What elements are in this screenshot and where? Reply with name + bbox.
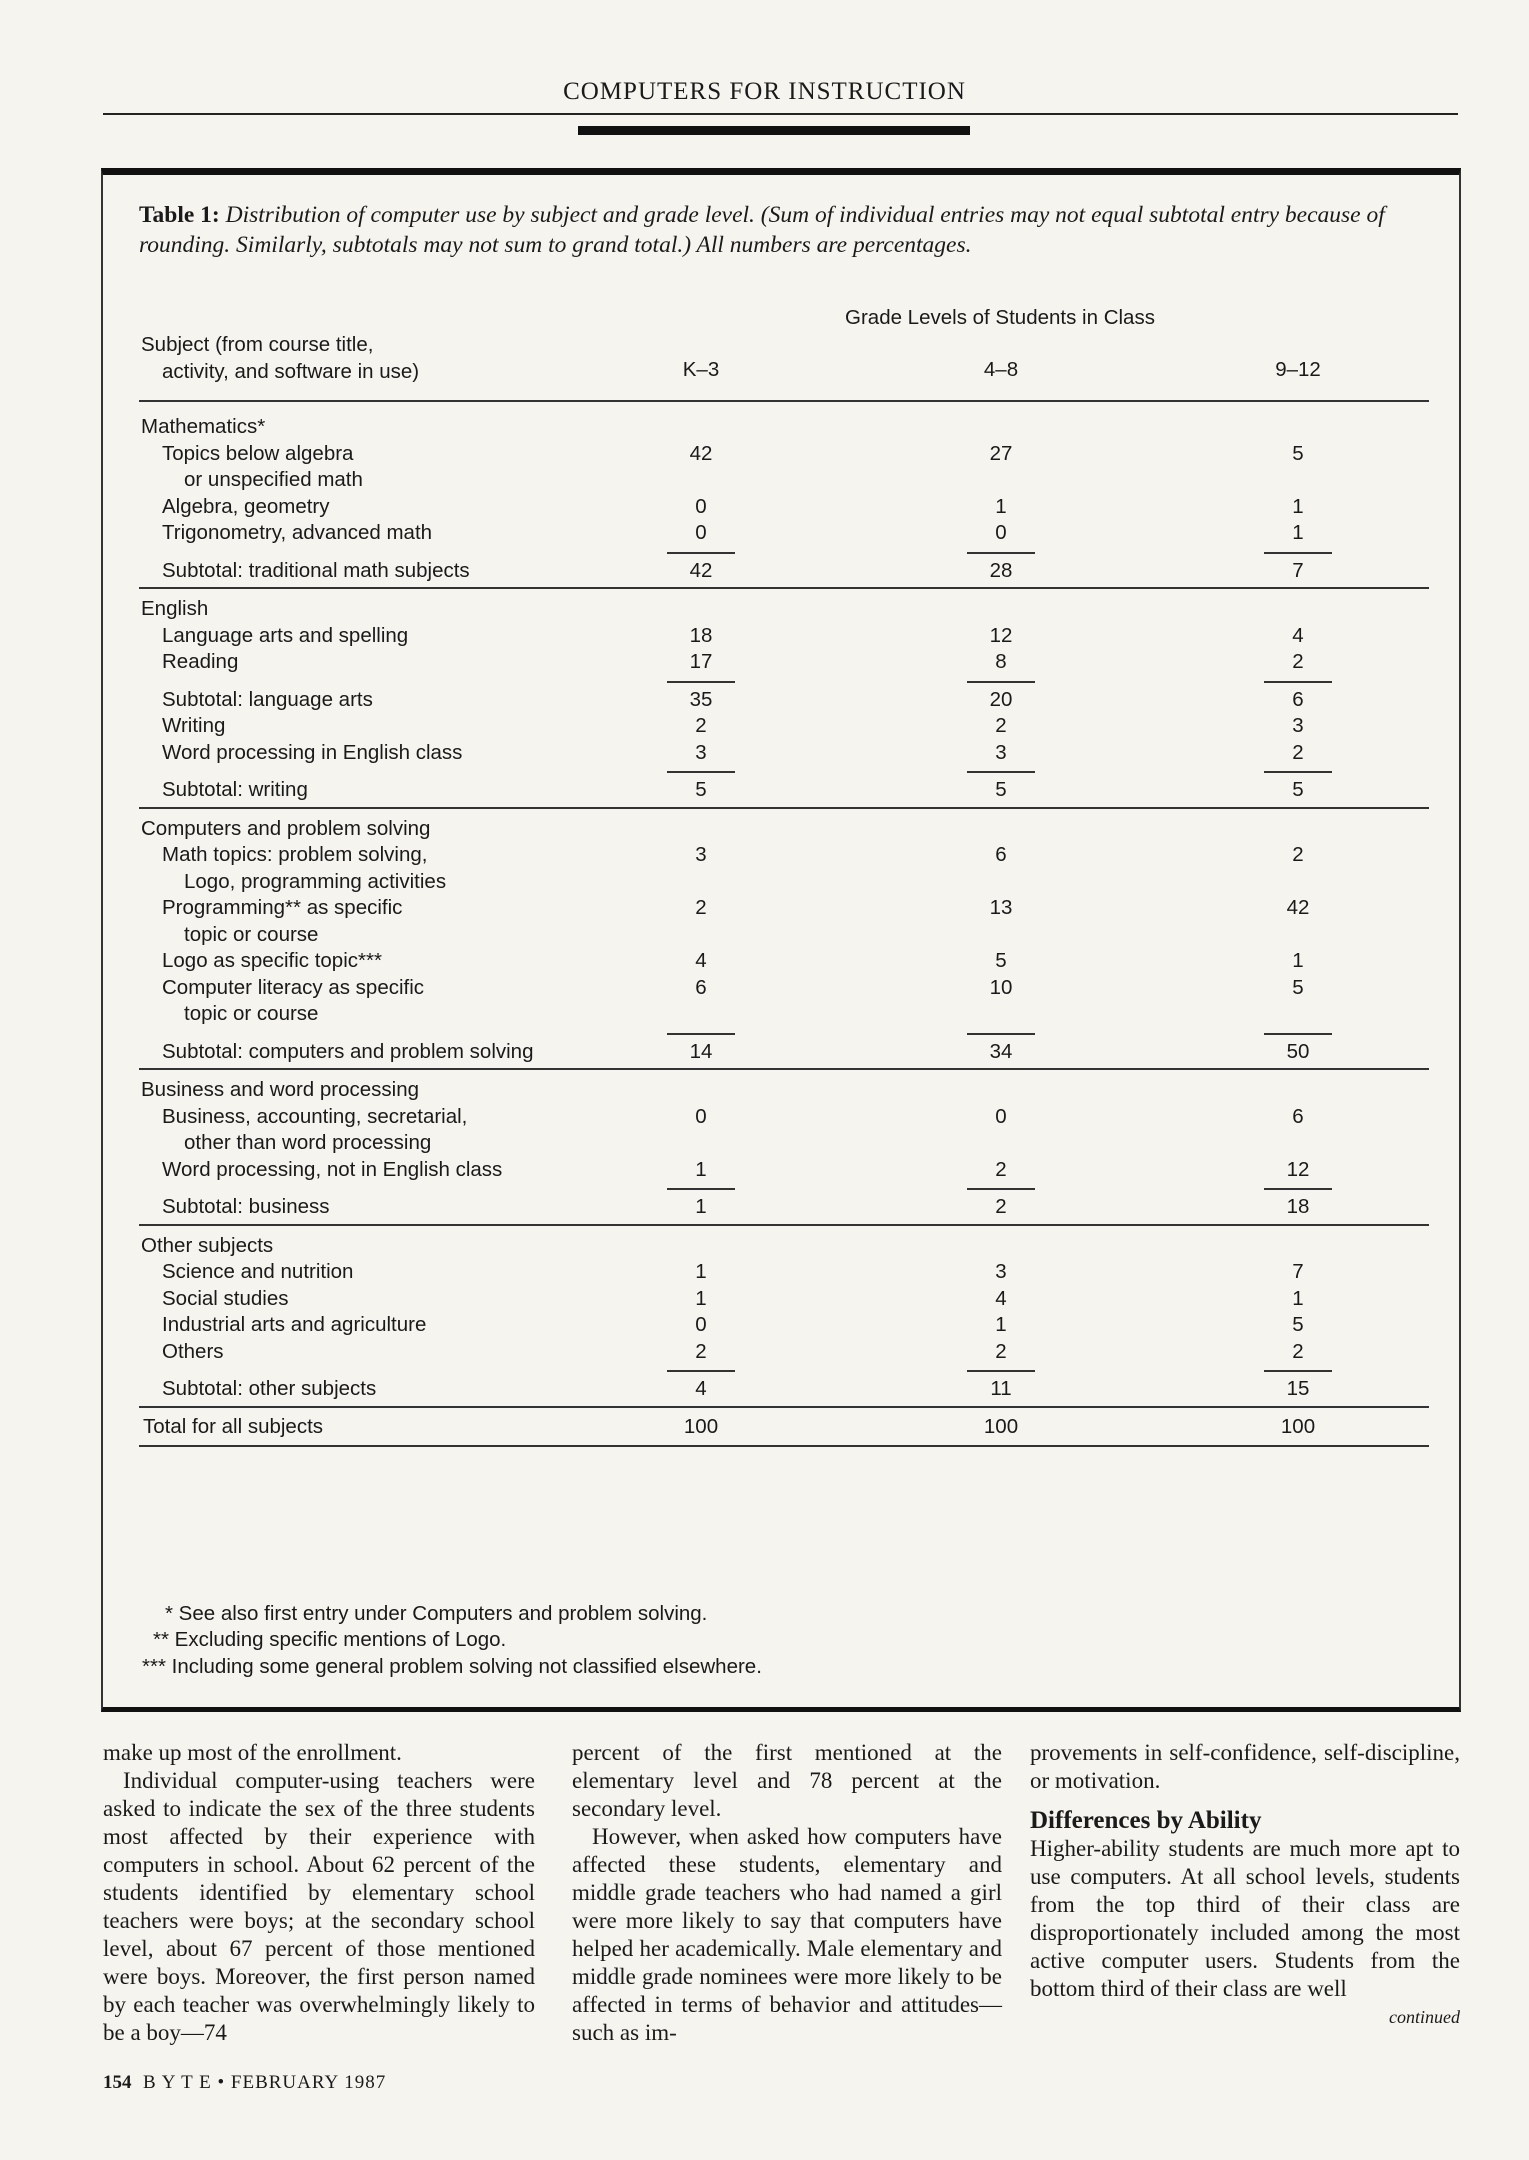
row-label: Word processing in English class (162, 740, 463, 764)
subtotal-underline (1264, 1033, 1332, 1035)
row-value: 0 (695, 521, 707, 544)
row-value: 1 (695, 1157, 707, 1181)
row-value: 15 (1286, 1377, 1310, 1400)
row-value: 2 (1292, 843, 1304, 866)
table-subtotal-row (0, 687, 1529, 713)
row-value: 6 (695, 975, 707, 999)
row-value: 50 (1286, 1039, 1310, 1063)
subtotal-underline (967, 552, 1035, 554)
row-value: 14 (689, 1039, 713, 1063)
table-row (0, 1312, 1529, 1338)
table-row (0, 441, 1529, 467)
row-value: 42 (1286, 896, 1310, 919)
section-title: COMPUTERS FOR INSTRUCTION (563, 78, 966, 105)
table-row (0, 1339, 1529, 1365)
row-label: Language arts and spelling (162, 623, 409, 647)
table-row (0, 623, 1529, 649)
row-value: 1 (695, 1286, 707, 1310)
body-column-3 (1030, 1739, 1460, 2031)
table-row (0, 713, 1529, 739)
row-label: Science and nutrition (162, 1260, 354, 1283)
table-row (0, 520, 1529, 546)
row-label: Total for all subjects (143, 1414, 324, 1438)
row-value: 0 (695, 1104, 707, 1128)
footer-text: B Y T E • FEBRUARY 1987 (143, 2072, 387, 2093)
subject-header-line1: Subject (from course title, (141, 333, 374, 356)
subtotal-underline (667, 1188, 735, 1190)
table-row (0, 948, 1529, 974)
row-value: 1 (1292, 949, 1304, 972)
row-value: 2 (995, 1339, 1007, 1363)
row-value: 28 (989, 558, 1013, 582)
subtotal-underline (1264, 552, 1332, 554)
row-value: 34 (989, 1039, 1013, 1063)
page-number: 154 (103, 2072, 132, 2093)
section-heading: Differences by Ability (1030, 1807, 1262, 1834)
subtotal-underline (1264, 681, 1332, 683)
row-label: English (141, 597, 209, 620)
row-value: 2 (995, 1195, 1007, 1218)
row-label: Subtotal: computers and problem solving (162, 1039, 534, 1063)
table-row (0, 1130, 1529, 1156)
row-label: Reading (162, 650, 239, 673)
row-label: Social studies (162, 1286, 289, 1310)
table-row (0, 895, 1529, 921)
row-value: 3 (695, 843, 707, 866)
row-value: 3 (695, 740, 707, 764)
row-label: Subtotal: business (162, 1195, 330, 1218)
row-value: 7 (1292, 558, 1304, 582)
row-value: 7 (1292, 1260, 1304, 1283)
row-value: 5 (995, 949, 1007, 972)
subtotal-underline (667, 1370, 735, 1372)
row-value: 42 (689, 558, 713, 582)
row-value: 100 (983, 1414, 1019, 1438)
subtotal-underline (1264, 1370, 1332, 1372)
subtotal-underline (1264, 771, 1332, 773)
grade-level-header: Grade Levels of Students in Class (845, 306, 1155, 329)
row-label: Subtotal: writing (162, 778, 308, 801)
footnote-3: *** Including some general problem solving not classified elsewhere. (142, 1655, 762, 1678)
row-value: 1 (1292, 1286, 1304, 1310)
footnote-2: ** Excluding specific mentions of Logo. (153, 1628, 507, 1651)
row-label: other than word processing (184, 1131, 432, 1154)
row-value: 10 (989, 975, 1013, 999)
row-value: 5 (1292, 441, 1304, 465)
caption-text: Distribution of computer use by subject and grade level. (Sum of individual entries may not equal subtotal entry because of rounding. Similarly, subtotals may not sum to grand total.) All numbers are percentages. (139, 202, 1385, 258)
row-value: 1 (1292, 521, 1304, 544)
col2-para-2: However, when asked how computers have affected these students, elementary and middle grade teachers who had named a girl were more likely to say that computers have helped her academically. Male elementary and middle grade nominees were more likely to be affected in terms of behavior and attitudes—such as im- (572, 1824, 1002, 2045)
col3-para-2: Higher-ability students are much more apt to use computers. At all school levels, students from the top third of their class are disproportionately included among the most active computer users. Students from the bottom third of their class are well (1030, 1836, 1460, 2001)
table-row (0, 922, 1529, 948)
section-divider (139, 1224, 1429, 1226)
row-value: 5 (695, 778, 707, 801)
row-value: 5 (995, 778, 1007, 801)
row-label: topic or course (184, 1002, 319, 1025)
row-value: 100 (683, 1414, 719, 1438)
row-label: Subtotal: language arts (162, 687, 373, 711)
table-subtotal-row (0, 1039, 1529, 1065)
row-label: Programming** as specific (162, 896, 403, 919)
table-row (0, 494, 1529, 520)
table-row (0, 1157, 1529, 1183)
row-label: topic or course (184, 922, 319, 946)
section-divider (139, 587, 1429, 589)
page-footer (103, 2072, 386, 2094)
col1-para-1: make up most of the enrollment. (103, 1740, 402, 1765)
col2-para-1: percent of the first mentioned at the elementary level and 78 percent at the secondary level. (572, 1740, 1002, 1821)
row-value: 100 (1280, 1414, 1316, 1438)
row-label: Math topics: problem solving, (162, 843, 428, 866)
table-group-row (0, 816, 1529, 842)
row-value: 6 (1292, 1104, 1304, 1128)
row-value: 2 (1292, 1339, 1304, 1363)
row-label: or unspecified math (184, 468, 363, 491)
body-column-1 (103, 1739, 535, 2047)
row-label: Business, accounting, secretarial, (162, 1104, 468, 1128)
row-value: 1 (695, 1260, 707, 1283)
subtotal-underline (667, 552, 735, 554)
row-value: 18 (1286, 1195, 1310, 1218)
column-header-9-12: 9–12 (1275, 358, 1321, 381)
row-value: 12 (1286, 1157, 1310, 1181)
subtotal-underline (667, 681, 735, 683)
row-label: Industrial arts and agriculture (162, 1313, 427, 1336)
table-row (0, 1286, 1529, 1312)
row-value: 4 (695, 1377, 707, 1400)
subtotal-underline (967, 771, 1035, 773)
table-subtotal-row (0, 1194, 1529, 1220)
row-label: Computer literacy as specific (162, 975, 425, 999)
section-divider (139, 807, 1429, 809)
row-value: 3 (995, 740, 1007, 764)
row-label: Trigonometry, advanced math (162, 521, 433, 544)
row-value: 3 (995, 1260, 1007, 1283)
subtotal-underline (667, 1033, 735, 1035)
table-group-row (0, 414, 1529, 440)
row-label: Mathematics* (141, 415, 266, 438)
row-label: Subtotal: other subjects (162, 1377, 377, 1400)
column-header-k3: K–3 (682, 358, 720, 381)
body-column-2 (572, 1739, 1002, 2047)
row-value: 5 (1292, 975, 1304, 999)
row-label: Writing (162, 714, 226, 737)
row-value: 20 (989, 687, 1013, 711)
row-value: 4 (1292, 623, 1304, 647)
table-total-row (0, 1414, 1529, 1440)
row-value: 2 (995, 714, 1007, 737)
table-row (0, 1001, 1529, 1027)
row-value: 6 (1292, 687, 1304, 711)
row-value: 1 (695, 1195, 707, 1218)
subtotal-underline (667, 771, 735, 773)
row-label: Word processing, not in English class (162, 1157, 503, 1181)
row-label: Subtotal: traditional math subjects (162, 558, 470, 582)
col3-para-1: provements in self-confidence, self-discipline, or motivation. (1030, 1740, 1460, 1793)
row-value: 0 (695, 1313, 707, 1336)
row-label: Algebra, geometry (162, 494, 330, 518)
row-value: 0 (695, 494, 707, 518)
row-value: 0 (995, 1104, 1007, 1128)
row-value: 0 (995, 521, 1007, 544)
table-row (0, 1104, 1529, 1130)
subtotal-underline (967, 1188, 1035, 1190)
subject-header-line2: activity, and software in use) (162, 360, 420, 383)
caption-label: Table 1: (139, 202, 220, 228)
table-row (0, 1259, 1529, 1285)
row-label: Topics below algebra (162, 441, 354, 465)
continued-label: continued (1389, 2007, 1460, 2027)
table-subtotal-row (0, 558, 1529, 584)
row-value: 6 (995, 843, 1007, 866)
table-row (0, 649, 1529, 675)
row-value: 5 (1292, 1313, 1304, 1336)
row-value: 35 (689, 687, 713, 711)
section-divider (139, 1406, 1429, 1408)
table-row (0, 975, 1529, 1001)
row-value: 2 (695, 714, 707, 737)
header-divider (139, 400, 1429, 402)
table-row (0, 740, 1529, 766)
table-group-row (0, 596, 1529, 622)
table-row (0, 467, 1529, 493)
row-value: 13 (989, 896, 1013, 919)
row-value: 11 (990, 1377, 1012, 1400)
row-label: Computers and problem solving (141, 816, 431, 840)
subtotal-underline (967, 1033, 1035, 1035)
subtotal-underline (967, 1370, 1035, 1372)
row-value: 17 (689, 650, 713, 673)
row-value: 4 (995, 1286, 1007, 1310)
row-value: 1 (1292, 494, 1304, 518)
row-value: 42 (689, 441, 713, 465)
table-row (0, 869, 1529, 895)
row-value: 12 (989, 623, 1013, 647)
table-row (0, 842, 1529, 868)
row-value: 2 (995, 1157, 1007, 1181)
row-value: 1 (995, 1313, 1007, 1336)
row-label: Logo, programming activities (184, 869, 447, 893)
section-divider (139, 1068, 1429, 1070)
row-value: 8 (995, 650, 1007, 673)
row-label: Others (162, 1339, 224, 1363)
row-value: 3 (1292, 714, 1304, 737)
row-value: 18 (689, 623, 713, 647)
table-subtotal-row (0, 1376, 1529, 1402)
table-group-row (0, 1233, 1529, 1259)
col1-para-2: Individual computer-using teachers were asked to indicate the sex of the three students most affected by their experience with computers in school. About 62 percent of the students identified by elementary school teachers were boys; at the secondary school level, about 67 percent of those mentioned were boys. Moreover, the first person named by each teacher was overwhelmingly likely to be a boy—74 (103, 1768, 535, 2045)
row-value: 4 (695, 949, 707, 972)
subtotal-underline (1264, 1188, 1332, 1190)
row-value: 2 (695, 896, 707, 919)
footnote-1: * See also first entry under Computers and problem solving. (165, 1602, 708, 1625)
row-label: Other subjects (141, 1233, 274, 1257)
table-subtotal-row (0, 777, 1529, 803)
column-header-4-8: 4–8 (983, 358, 1019, 381)
row-value: 2 (1292, 650, 1304, 673)
table-group-row (0, 1077, 1529, 1103)
subtotal-underline (967, 681, 1035, 683)
row-value: 27 (989, 441, 1013, 465)
row-value: 2 (695, 1339, 707, 1363)
row-label: Logo as specific topic*** (162, 949, 382, 972)
row-value: 2 (1292, 740, 1304, 764)
row-value: 5 (1292, 778, 1304, 801)
row-label: Business and word processing (141, 1078, 420, 1101)
table-bottom-rule (139, 1445, 1429, 1447)
row-value: 1 (995, 494, 1007, 518)
